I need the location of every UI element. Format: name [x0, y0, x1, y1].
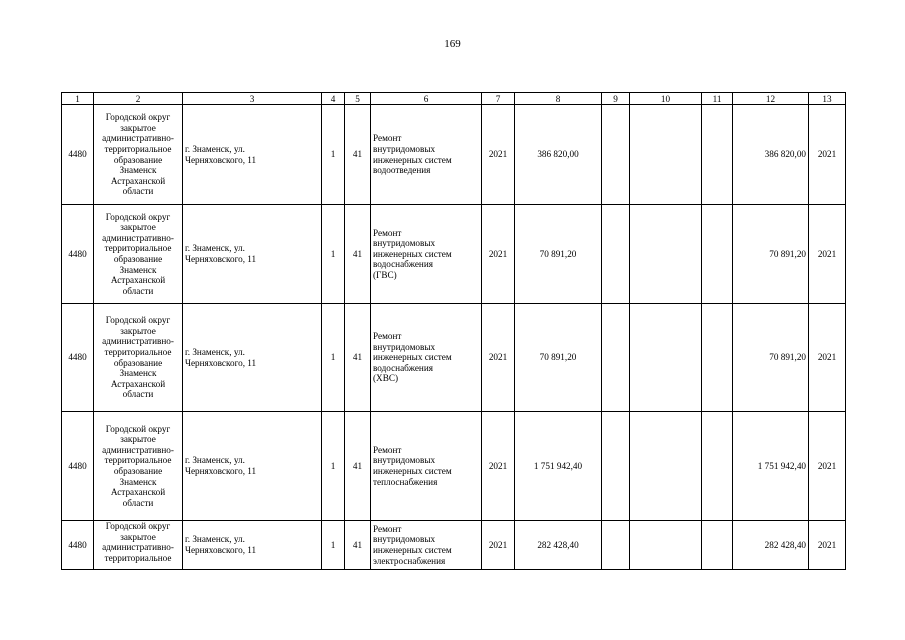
col5-cell: 41	[345, 105, 371, 205]
column-header: 2	[94, 93, 183, 105]
col5-cell: 41	[345, 205, 371, 304]
row-id: 4480	[62, 205, 94, 304]
year-cell: 2021	[482, 304, 515, 412]
col5-cell: 41	[345, 304, 371, 412]
total-cost-cell: 70 891,20	[515, 205, 602, 304]
table-row	[62, 521, 846, 570]
col13-cell: 2021	[809, 105, 846, 205]
column-header: 6	[371, 93, 482, 105]
table-row	[62, 105, 846, 205]
row-id: 4480	[62, 521, 94, 570]
col13-cell: 2021	[809, 304, 846, 412]
year-cell: 2021	[482, 521, 515, 570]
municipality-cell: Городской округ закрытое административно- территориальное образование Знаменск Астраханской области	[94, 205, 183, 304]
work-type-cell: Ремонт внутридомовых инженерных систем теплоснабжения	[371, 412, 482, 521]
col10-cell	[630, 105, 702, 205]
municipality-cell: Городской округ закрытое административно- территориальное образование Знаменск Астраханской области	[94, 412, 183, 521]
col13-cell: 2021	[809, 521, 846, 570]
table-row	[62, 412, 846, 521]
col12-cell: 386 820,00	[733, 105, 809, 205]
col4-cell: 1	[322, 105, 345, 205]
col10-cell	[630, 205, 702, 304]
column-header: 13	[809, 93, 846, 105]
col12-cell: 70 891,20	[733, 205, 809, 304]
address-cell: г. Знаменск, ул. Черняховского, 11	[183, 105, 322, 205]
col11-cell	[702, 304, 733, 412]
address-cell: г. Знаменск, ул. Черняховского, 11	[183, 521, 322, 570]
col11-cell	[702, 521, 733, 570]
year-cell: 2021	[482, 105, 515, 205]
column-header: 7	[482, 93, 515, 105]
col4-cell: 1	[322, 521, 345, 570]
col13-cell: 2021	[809, 205, 846, 304]
col12-cell: 1 751 942,40	[733, 412, 809, 521]
program-table	[61, 92, 846, 570]
column-number-row	[62, 93, 846, 105]
address-cell: г. Знаменск, ул. Черняховского, 11	[183, 412, 322, 521]
row-id: 4480	[62, 412, 94, 521]
table-row	[62, 205, 846, 304]
column-header: 9	[602, 93, 630, 105]
column-header: 3	[183, 93, 322, 105]
total-cost-cell: 386 820,00	[515, 105, 602, 205]
work-type-cell: Ремонт внутридомовых инженерных систем электроснабжения	[371, 521, 482, 570]
year-cell: 2021	[482, 412, 515, 521]
col9-cell	[602, 412, 630, 521]
column-header: 1	[62, 93, 94, 105]
column-header: 10	[630, 93, 702, 105]
col5-cell: 41	[345, 521, 371, 570]
col5-cell: 41	[345, 412, 371, 521]
col4-cell: 1	[322, 205, 345, 304]
municipality-cell: Городской округ закрытое административно- территориальное образование Знаменск Астраханской области	[94, 105, 183, 205]
column-header: 8	[515, 93, 602, 105]
address-cell: г. Знаменск, ул. Черняховского, 11	[183, 304, 322, 412]
col9-cell	[602, 304, 630, 412]
address-cell: г. Знаменск, ул. Черняховского, 11	[183, 205, 322, 304]
col13-cell: 2021	[809, 412, 846, 521]
col4-cell: 1	[322, 412, 345, 521]
col9-cell	[602, 205, 630, 304]
col11-cell	[702, 105, 733, 205]
total-cost-cell: 282 428,40	[515, 521, 602, 570]
total-cost-cell: 70 891,20	[515, 304, 602, 412]
col11-cell	[702, 205, 733, 304]
municipality-cell: Городской округ закрытое административно- территориальное	[94, 521, 183, 570]
municipality-cell: Городской округ закрытое административно- территориальное образование Знаменск Астраханской области	[94, 304, 183, 412]
column-header: 4	[322, 93, 345, 105]
col9-cell	[602, 521, 630, 570]
work-type-cell: Ремонт внутридомовых инженерных систем водоснабжения (ГВС)	[371, 205, 482, 304]
col9-cell	[602, 105, 630, 205]
col10-cell	[630, 412, 702, 521]
total-cost-cell: 1 751 942,40	[515, 412, 602, 521]
column-header: 11	[702, 93, 733, 105]
year-cell: 2021	[482, 205, 515, 304]
col11-cell	[702, 412, 733, 521]
page-number: 169	[444, 38, 461, 50]
work-type-cell: Ремонт внутридомовых инженерных систем водоотведения	[371, 105, 482, 205]
table-row	[62, 304, 846, 412]
column-header: 12	[733, 93, 809, 105]
col12-cell: 282 428,40	[733, 521, 809, 570]
col10-cell	[630, 521, 702, 570]
col10-cell	[630, 304, 702, 412]
row-id: 4480	[62, 105, 94, 205]
row-id: 4480	[62, 304, 94, 412]
col12-cell: 70 891,20	[733, 304, 809, 412]
col4-cell: 1	[322, 304, 345, 412]
work-type-cell: Ремонт внутридомовых инженерных систем водоснабжения (ХВС)	[371, 304, 482, 412]
column-header: 5	[345, 93, 371, 105]
